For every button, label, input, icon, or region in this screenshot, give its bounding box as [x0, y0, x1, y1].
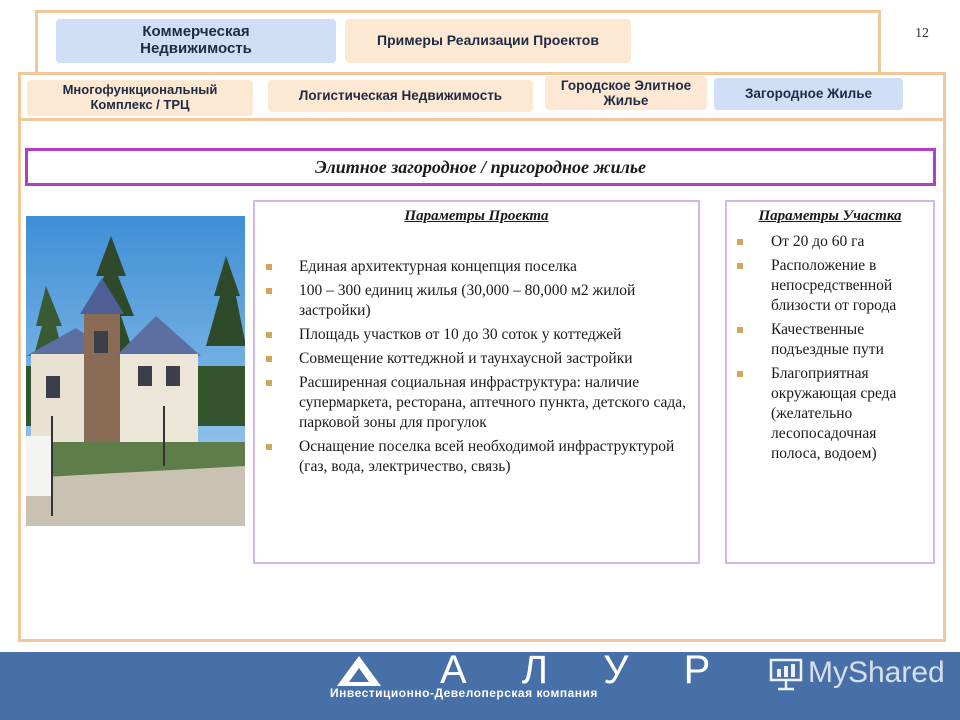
site-param-text: Расположение в непосредственной близости от города: [771, 257, 897, 314]
site-param-text: Качественные подъездные пути: [771, 321, 884, 358]
bullet-icon: [737, 371, 743, 377]
bullet-icon: [266, 380, 272, 386]
project-param-text: Расширенная социальная инфраструктура: наличие супермаркета, ресторана, аптечного пункта, детского сада, парковой зоны для прогулок: [299, 374, 687, 431]
project-params-panel: [253, 200, 700, 564]
watermark-text: MyShared: [808, 656, 945, 689]
section-title: Элитное загородное / пригородное жилье: [25, 148, 936, 186]
bullet-icon: [737, 263, 743, 269]
bullet-icon: [737, 327, 743, 333]
project-param-text: 100 – 300 единиц жилья (30,000 – 80,000 м2 жилой застройки): [299, 282, 636, 319]
tab-urban-elite-housing[interactable]: Городское Элитное Жилье: [545, 76, 707, 110]
list-item: [255, 437, 698, 477]
list-item: [255, 349, 698, 369]
list-item: [727, 364, 933, 464]
list-item: [727, 256, 933, 316]
company-logo-text: А Л У Р: [440, 648, 733, 692]
site-params-panel: [725, 200, 935, 564]
list-item: [727, 320, 933, 360]
tab-logistics-real-estate[interactable]: Логистическая Недвижимость: [268, 80, 533, 112]
alur-logo-icon: [335, 654, 383, 688]
tab-suburban-housing[interactable]: Загородное Жилье: [714, 78, 903, 110]
project-params-title: Параметры Проекта: [404, 208, 549, 224]
company-subtitle: Инвестиционно-Девелоперская компания: [330, 686, 598, 700]
nav-divider: [18, 118, 946, 121]
list-item: [255, 373, 698, 433]
bullet-icon: [266, 264, 272, 270]
bullet-icon: [737, 239, 743, 245]
project-param-text: Совмещение коттеджной и таунхаусной застройки: [299, 350, 633, 367]
project-param-text: Площадь участков от 10 до 30 соток у коттеджей: [299, 326, 622, 343]
project-param-text: Единая архитектурная концепция поселка: [299, 258, 577, 275]
list-item: [255, 257, 698, 277]
bullet-icon: [266, 356, 272, 362]
list-item: [255, 281, 698, 321]
tab-multifunctional-complex[interactable]: Многофункциональный Комплекс / ТРЦ: [27, 80, 253, 116]
house-photo: [26, 216, 245, 526]
site-param-text: От 20 до 60 га: [771, 233, 865, 250]
site-param-text: Благоприятная окружающая среда (желательно лесопосадочная полоса, водоем): [771, 365, 897, 462]
bullet-icon: [266, 288, 272, 294]
bullet-icon: [266, 444, 272, 450]
tab-project-examples[interactable]: Примеры Реализации Проектов: [345, 19, 631, 63]
page-number: 12: [915, 26, 929, 41]
tab-commercial-real-estate[interactable]: Коммерческая Недвижимость: [56, 19, 336, 63]
site-params-title: Параметры Участка: [758, 208, 902, 224]
presentation-icon: [768, 656, 804, 692]
list-item: [255, 325, 698, 345]
project-param-text: Оснащение поселка всей необходимой инфраструктурой (газ, вода, электричество, связь): [299, 438, 675, 475]
bullet-icon: [266, 332, 272, 338]
list-item: [727, 232, 933, 252]
